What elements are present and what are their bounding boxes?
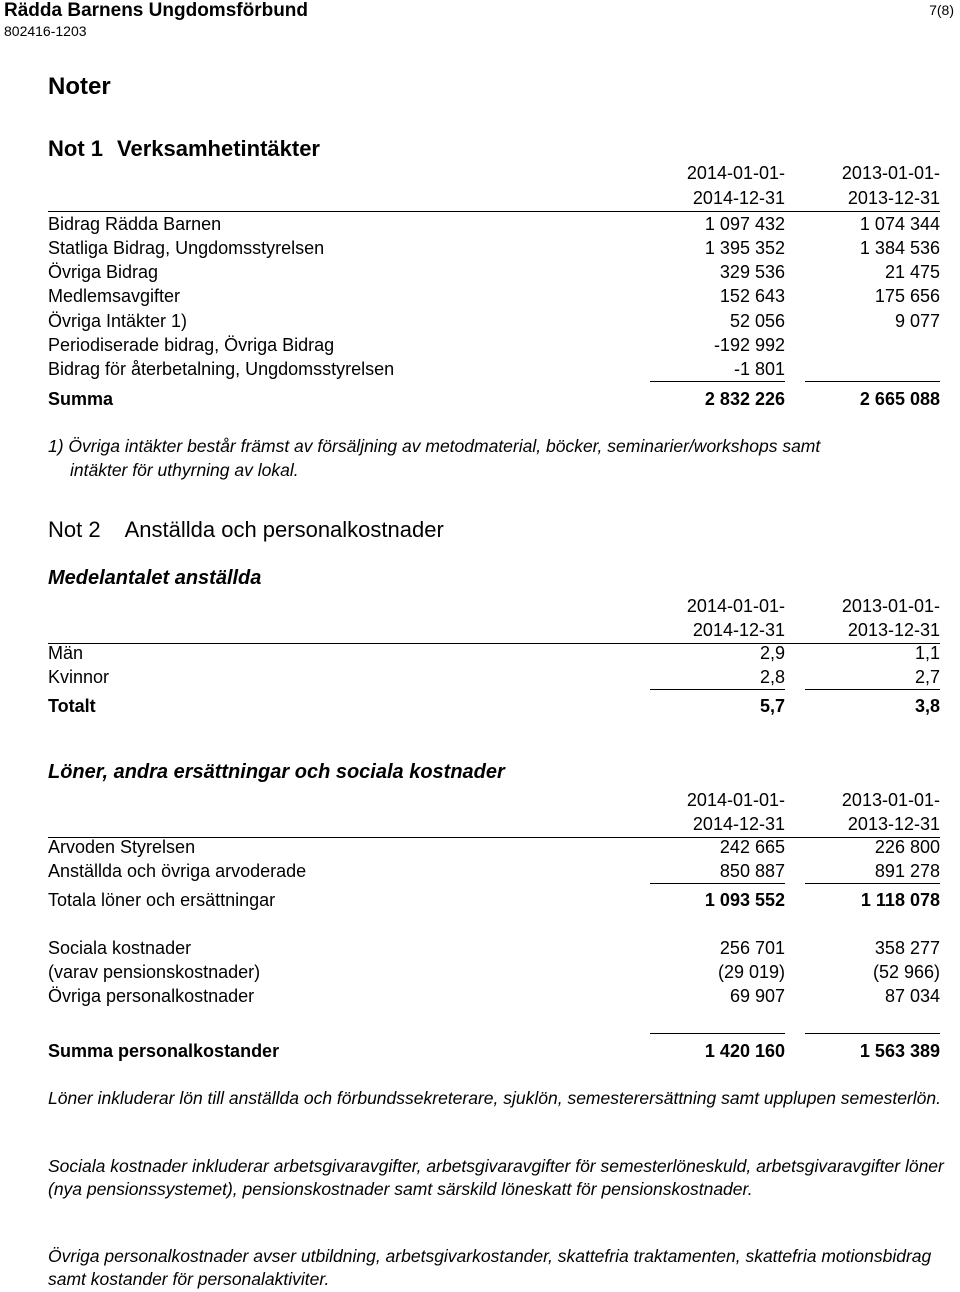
row-label: Anställda och övriga arvoderade	[48, 861, 307, 881]
page-number: 7(8)	[929, 2, 954, 18]
row-label: Periodiserade bidrag, Övriga Bidrag	[48, 335, 335, 355]
footnote-line-2: intäkter för uthyrning av lokal.	[70, 460, 299, 480]
note2-number: Not 2	[48, 517, 101, 542]
row-value-2014: 1 395 352	[704, 238, 785, 258]
other-costs-explanation: Övriga personalkostnader avser utbildning, arbetsgivarkostander, skattefria traktamenten, skattefria motionsbidrag samt kostander för personalaktiviter.	[48, 1246, 932, 1289]
row-label: Statliga Bidrag, Ungdomsstyrelsen	[48, 238, 325, 258]
wages-col2-header-end: 2013-12-31	[847, 814, 940, 834]
row-value-2014: 329 536	[719, 262, 785, 282]
row-value-2013: 9 077	[894, 311, 940, 331]
row-value-2014: -1 801	[733, 359, 785, 379]
row-value-2013: 87 034	[884, 986, 940, 1006]
sum-rule-2014	[650, 883, 785, 884]
row-label: Bidrag för återbetalning, Ungdomsstyrelsen	[48, 359, 395, 379]
row-label: Kvinnor	[48, 667, 110, 687]
social-costs-explanation: Sociala kostnader inkluderar arbetsgivaravgifter, arbetsgivaravgifter för semesterlöneskuld, arbetsgivaravgifter löner (nya pensionssystemet), pensionskostnader samt särskild löneskatt för pensionskostnader.	[48, 1156, 944, 1199]
row-value-2013: 1,1	[914, 643, 940, 663]
header-rule	[48, 211, 940, 212]
organization-name: Rädda Barnens Ungdomsförbund	[4, 0, 309, 21]
sum-rule-2013	[805, 381, 940, 382]
avg-col2-header-end: 2013-12-31	[847, 620, 940, 640]
note1-title: Verksamhetintäkter	[117, 136, 320, 161]
subtotal-label: Totala löner och ersättningar	[48, 890, 276, 910]
row-label: Sociala kostnader	[48, 938, 192, 958]
avg-col1-header-end: 2014-12-31	[692, 620, 785, 640]
total-value-2013: 3,8	[914, 696, 940, 716]
note1-heading	[48, 136, 320, 162]
row-value-2014: 152 643	[719, 286, 785, 306]
subtotal-value-2013: 1 118 078	[860, 890, 940, 910]
header-rule	[48, 643, 940, 644]
row-value-2013: 891 278	[874, 861, 940, 881]
row-value-2013: 1 384 536	[859, 238, 940, 258]
wages-col1-header-end: 2014-12-31	[692, 814, 785, 834]
row-value-2014: 69 907	[729, 986, 785, 1006]
row-value-2014: 850 887	[719, 861, 785, 881]
total-value-2014: 2 832 226	[704, 389, 785, 409]
row-value-2013: 358 277	[874, 938, 940, 958]
row-value-2013: (52 966)	[872, 962, 940, 982]
page-title: Noter	[48, 73, 111, 100]
note2-heading	[48, 517, 444, 543]
note1-col2-header-start: 2013-01-01-	[841, 163, 940, 183]
organization-number: 802416-1203	[4, 23, 87, 39]
row-value-2014: 52 056	[729, 311, 785, 331]
avg-col2-header-start: 2013-01-01-	[841, 596, 940, 616]
row-value-2014: 256 701	[719, 938, 785, 958]
row-label: (varav pensionskostnader)	[48, 962, 261, 982]
sum-rule-2014	[650, 1033, 785, 1034]
row-value-2014: 2,9	[759, 643, 785, 663]
note1-col1-header-end: 2014-12-31	[692, 188, 785, 208]
row-label: Arvoden Styrelsen	[48, 837, 196, 857]
row-value-2014: 1 097 432	[704, 214, 785, 234]
note1-col2-header-end: 2013-12-31	[847, 188, 940, 208]
sum-rule-2013	[805, 1033, 940, 1034]
wages-col1-header-start: 2014-01-01-	[686, 790, 785, 810]
row-value-2013: 21 475	[884, 262, 940, 282]
row-label: Övriga personalkostnader	[48, 986, 255, 1006]
wages-col2-header-start: 2013-01-01-	[841, 790, 940, 810]
row-value-2014: 242 665	[719, 837, 785, 857]
sum-rule-2013	[805, 883, 940, 884]
row-value-2014: -192 992	[713, 335, 785, 355]
row-label: Bidrag Rädda Barnen	[48, 214, 222, 234]
wages-explanation: Löner inkluderar lön till anställda och förbundssekreterare, sjuklön, semesterersättning samt upplupen semesterlön.	[48, 1088, 941, 1108]
footnote-line-1: 1) Övriga intäkter består främst av försäljning av metodmaterial, böcker, seminarier/workshops samt	[48, 436, 821, 456]
row-value-2013: 226 800	[874, 837, 940, 857]
note1-col1-header-start: 2014-01-01-	[686, 163, 785, 183]
sum-rule-2013	[805, 689, 940, 690]
row-value-2014: (29 019)	[717, 962, 785, 982]
total-label: Summa personalkostander	[48, 1041, 280, 1061]
total-value-2014: 1 420 160	[704, 1041, 785, 1061]
row-value-2013: 1 074 344	[859, 214, 940, 234]
row-label: Övriga Intäkter 1)	[48, 311, 188, 331]
total-value-2014: 5,7	[759, 696, 785, 716]
avg-employees-heading: Medelantalet anställda	[48, 567, 262, 589]
sum-rule-2014	[650, 381, 785, 382]
total-label: Totalt	[48, 696, 96, 716]
total-label: Summa	[48, 389, 114, 409]
row-value-2013: 2,7	[914, 667, 940, 687]
row-label: Män	[48, 643, 84, 663]
avg-col1-header-start: 2014-01-01-	[686, 596, 785, 616]
wages-heading: Löner, andra ersättningar och sociala kostnader	[48, 761, 505, 783]
row-label: Medlemsavgifter	[48, 286, 181, 306]
note1-number: Not 1	[48, 136, 103, 161]
row-label: Övriga Bidrag	[48, 262, 159, 282]
sum-rule-2014	[650, 689, 785, 690]
total-value-2013: 2 665 088	[859, 389, 940, 409]
total-value-2013: 1 563 389	[859, 1041, 940, 1061]
row-value-2013: 175 656	[874, 286, 940, 306]
subtotal-value-2014: 1 093 552	[704, 890, 785, 910]
note2-title: Anställda och personalkostnader	[124, 517, 444, 542]
row-value-2014: 2,8	[759, 667, 785, 687]
